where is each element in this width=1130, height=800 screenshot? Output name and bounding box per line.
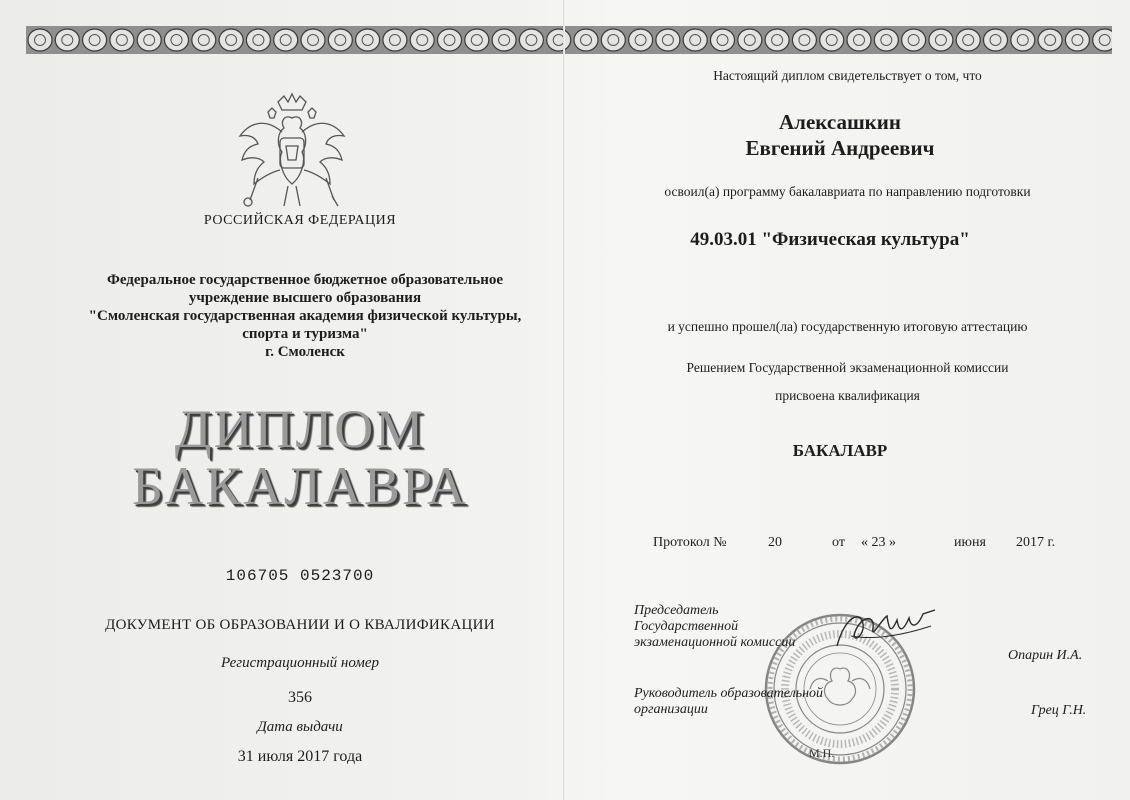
protocol-line [565,535,1130,555]
issue-date-label: Дата выдачи [257,719,343,735]
chair-name: Опарин И.А. [1008,648,1083,663]
qualification-assigned-text: присвоена квалификация [775,388,920,403]
organization-line: Федеральное государственное бюджетное образовательное [106,272,504,288]
serial-number: 106705 0523700 [225,567,375,585]
intro-text: Настоящий диплом свидетельствует о том, что [713,68,982,83]
registration-label: Регистрационный номер [220,655,379,671]
organization-name [40,271,570,361]
graduate-surname: Алексашкин [779,110,901,134]
protocol-number: 20 [768,535,782,550]
organization-line: "Смоленская государственная академия физической культуры, [88,308,522,324]
organization-line: учреждение высшего образования [188,290,422,306]
diploma-title: ДИПЛОМ [174,399,426,459]
qualification: БАКАЛАВР [792,441,888,460]
attestation-text: и успешно прошел(ла) государственную итоговую аттестацию [667,319,1028,334]
chair-title-line: экзаменационной комиссии [634,635,796,650]
organization-city: г. Смоленск [265,344,345,360]
right-page [565,0,1130,800]
head-title-line: Руководитель образовательной [634,686,824,701]
chair-title-line: Председатель [634,603,719,618]
protocol-month: июня [954,535,986,550]
chair-title [634,603,795,651]
diploma-subtitle: БАКАЛАВРА [131,456,469,516]
commission-decision-text: Решением Государственной экзаменационной комиссии [686,360,1009,375]
chair-title-line: Государственной [634,619,739,634]
protocol-label: Протокол № [653,535,727,550]
head-title [634,686,823,718]
stamp-place-label: М.П. [809,746,835,760]
country-name: РОССИЙСКАЯ ФЕДЕРАЦИЯ [203,213,397,228]
protocol-year: 2017 г. [1016,535,1056,550]
left-page [0,0,563,800]
document-type: ДОКУМЕНТ ОБ ОБРАЗОВАНИИ И О КВАЛИФИКАЦИИ [105,617,495,633]
protocol-day: « 23 » [861,535,896,550]
issue-date: 31 июля 2017 года [237,748,363,765]
signature-icon [831,606,941,656]
registration-number: 356 [288,689,312,706]
graduate-given-names: Евгений Андреевич [745,136,935,160]
head-name: Грец Г.Н. [1031,703,1087,718]
protocol-from: от [832,535,845,550]
program-text: освоил(а) программу бакалавриата по направлению подготовки [664,184,1031,199]
head-title-line: организации [634,702,708,717]
specialty: 49.03.01 "Физическая культура" [690,229,970,250]
organization-line: спорта и туризма" [242,326,368,342]
coat-of-arms-icon [228,88,356,216]
